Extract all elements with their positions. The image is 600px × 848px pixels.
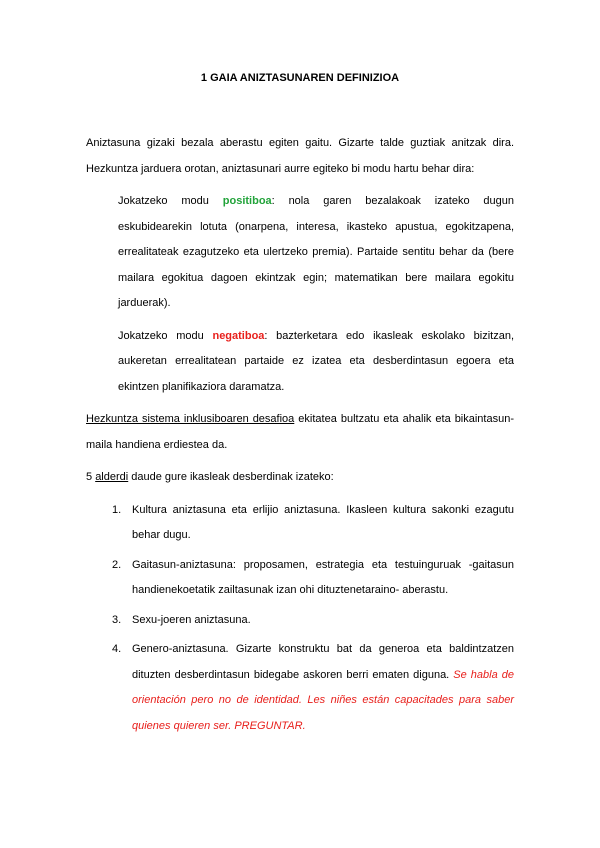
intro-paragraph: Aniztasuna gizaki bezala aberastu egiten gaitu. Gizarte talde guztiak anitzak dira. Hezkuntza jarduera orotan, aniztasunari aurre egiteko bi modu hartu behar dira:	[86, 137, 514, 175]
positive-prefix: Jokatzeko modu	[118, 195, 223, 207]
list-item-number: 1.	[112, 503, 122, 516]
negative-text: : bazterketara edo ikasleak eskolako bizitzan, aukeretan errealitatean partaide ez izatea eta desberdintasun egoera eta ekintzen planifikaziora daramatza.	[118, 329, 515, 393]
list-item-number: 2.	[112, 558, 122, 571]
list-item-text: Kultura aniztasuna eta erlijio aniztasuna. Ikasleen kultura sakonki ezagutu behar dugu.	[132, 503, 514, 541]
aspects-paragraph	[86, 465, 514, 491]
challenge-paragraph	[86, 407, 514, 458]
aspects-underlined: alderdi	[95, 471, 129, 483]
positive-keyword: positiboa	[222, 195, 272, 207]
document-body	[86, 131, 514, 743]
list-item	[86, 498, 514, 549]
page-title: 1 GAIA ANIZTASUNAREN DEFINIZIOA	[200, 72, 400, 84]
list-item-text: Sexu-joeren aniztasuna.	[132, 613, 251, 626]
positive-text: : nola garen bezalakoak izateko dugun eskubidearekin lotuta (onarpena, interesa, ikasteko apustua, egokitzapena, errealitateak ezagutzeko eta ulertzeko premia). Partaide sentitu behar da (bere mailara egokitua dagoen ekintzak egin; matematikan bere mailara egokitu jarduerak).	[118, 195, 515, 309]
list-item-number: 4.	[112, 643, 122, 655]
list-item	[86, 553, 514, 604]
challenge-text: ekitatea bultzatu eta ahalik eta bikaintasun-maila handiena erdiestea da.	[86, 413, 515, 451]
list-item	[86, 637, 514, 739]
list-item	[86, 608, 514, 634]
aspects-list	[86, 498, 514, 740]
positive-paragraph	[118, 189, 514, 317]
list-item-text: Genero-aniztasuna. Gizarte konstruktu bat da generoa eta baldintzatzen dituzten desberdintasun bidegabe askoren berri ematen diguna.	[132, 643, 514, 681]
negative-keyword: negatiboa	[212, 329, 265, 342]
negative-paragraph	[118, 324, 514, 401]
challenge-underlined: Hezkuntza sistema inklusiboaren desafioa	[86, 413, 295, 425]
aspects-prefix: 5	[86, 471, 96, 483]
negative-prefix: Jokatzeko modu	[118, 329, 213, 342]
list-item-note: Se habla de orientación pero no de identidad. Les niñes están capacitades para saber quienes quieren ser. PREGUNTAR.	[132, 668, 515, 732]
list-item-text: Gaitasun-aniztasuna: proposamen, estrategia eta testuinguruak -gaitasun handienekoetatik zailtasunak izan ohi dituztenetaraino- aberastu.	[132, 558, 514, 596]
aspects-text: daude gure ikasleak desberdinak izateko:	[128, 471, 334, 483]
list-item-number: 3.	[112, 613, 122, 626]
